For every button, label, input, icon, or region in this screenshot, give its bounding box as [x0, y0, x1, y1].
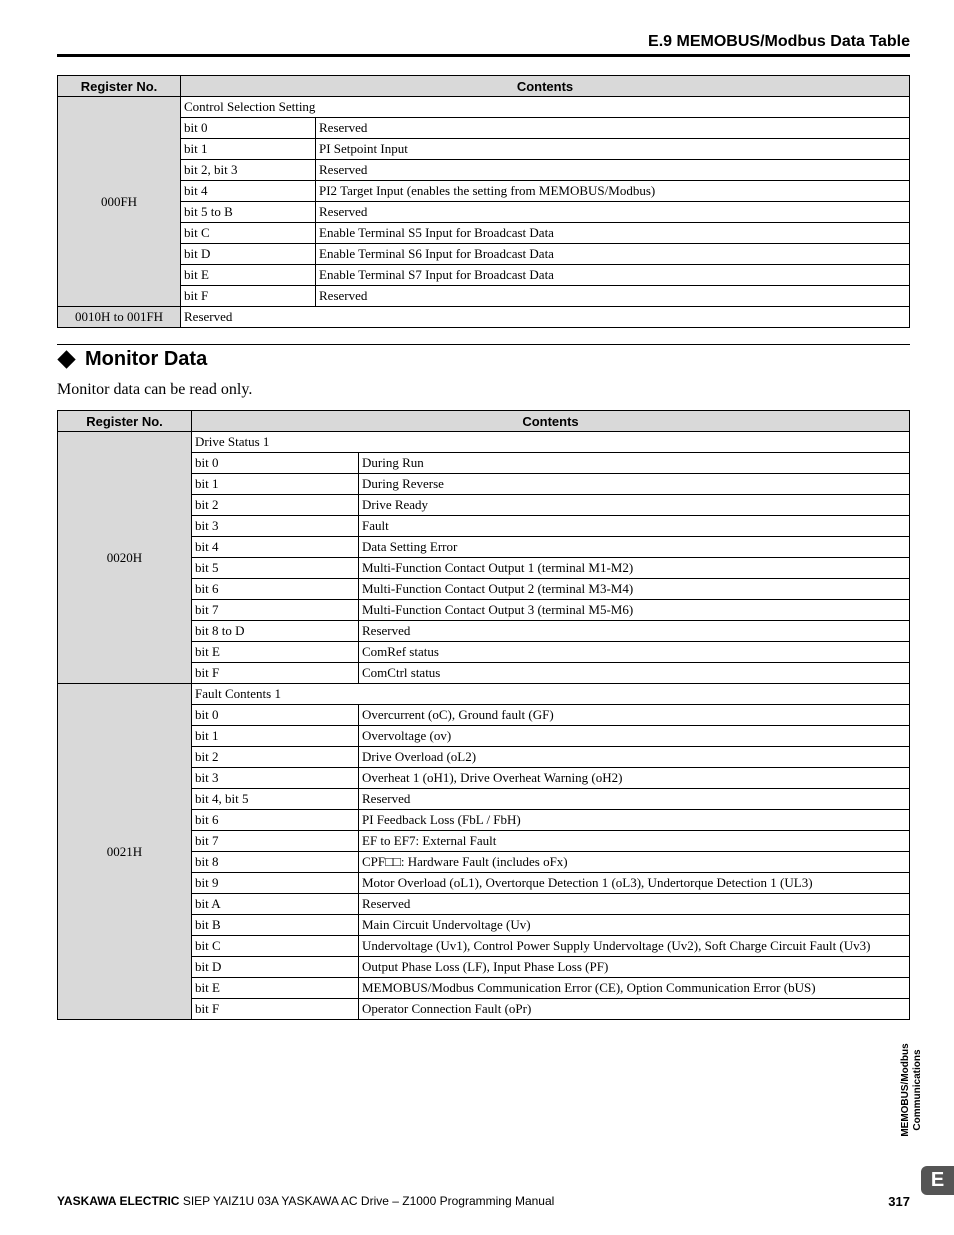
register-title-cell: Fault Contents 1 [192, 684, 910, 705]
bit-description-cell: PI Feedback Loss (FbL / FbH) [359, 810, 910, 831]
table-row [58, 97, 910, 118]
bit-description-cell: ComRef status [359, 642, 910, 663]
bit-cell: bit A [192, 894, 359, 915]
bit-cell: bit 4 [192, 537, 359, 558]
bit-description-cell: Reserved [359, 789, 910, 810]
bit-cell: bit 3 [192, 768, 359, 789]
bit-description-cell: During Run [359, 453, 910, 474]
bit-cell: bit 2, bit 3 [181, 160, 316, 181]
bit-description-cell: During Reverse [359, 474, 910, 495]
bit-cell: bit 3 [192, 516, 359, 537]
column-header-register: Register No. [58, 76, 181, 97]
bit-description-cell: Multi-Function Contact Output 2 (terminal M3-M4) [359, 579, 910, 600]
bit-cell: bit 8 [192, 852, 359, 873]
register-cell: 0021H [58, 684, 192, 1020]
bit-cell: bit C [192, 936, 359, 957]
table-row [58, 181, 910, 202]
bit-cell: bit F [192, 663, 359, 684]
bit-cell: bit 6 [192, 810, 359, 831]
diamond-bullet-icon [57, 350, 75, 368]
register-title-cell: Drive Status 1 [192, 432, 910, 453]
bit-description-cell: Reserved [316, 202, 910, 223]
bit-description-cell: Undervoltage (Uv1), Control Power Supply Undervoltage (Uv2), Soft Charge Circuit Fault (Uv3) [359, 936, 910, 957]
bit-cell: bit C [181, 223, 316, 244]
bit-description-cell: Enable Terminal S7 Input for Broadcast Data [316, 265, 910, 286]
bit-description-cell: PI Setpoint Input [316, 139, 910, 160]
bit-description-cell: Enable Terminal S6 Input for Broadcast Data [316, 244, 910, 265]
table-row [58, 265, 910, 286]
bit-cell: bit 2 [192, 495, 359, 516]
side-tab-line2: Communications [912, 1049, 923, 1131]
footer-document [57, 1194, 554, 1208]
bit-description-cell: Drive Ready [359, 495, 910, 516]
bit-cell: bit 9 [192, 873, 359, 894]
section-title: Monitor Data [85, 348, 208, 370]
table-row [58, 202, 910, 223]
footer-brand: YASKAWA ELECTRIC [57, 1194, 180, 1208]
bit-cell: bit 6 [192, 579, 359, 600]
bit-cell: bit 1 [192, 726, 359, 747]
bit-description-cell: Multi-Function Contact Output 1 (terminal M1-M2) [359, 558, 910, 579]
bit-description-cell: Motor Overload (oL1), Overtorque Detection 1 (oL3), Undertorque Detection 1 (UL3) [359, 873, 910, 894]
bit-cell: bit 7 [192, 831, 359, 852]
bit-cell: bit 0 [192, 705, 359, 726]
table-body [58, 432, 910, 1020]
section-rule [57, 344, 910, 345]
bit-cell: bit 2 [192, 747, 359, 768]
register-title-cell: Control Selection Setting [181, 97, 910, 118]
register-title-cell: Reserved [181, 307, 910, 328]
table-body [58, 97, 910, 328]
register-cell: 000FH [58, 97, 181, 307]
bit-description-cell: Output Phase Loss (LF), Input Phase Loss (PF) [359, 957, 910, 978]
bit-description-cell: EF to EF7: External Fault [359, 831, 910, 852]
table-row [58, 244, 910, 265]
bit-description-cell: ComCtrl status [359, 663, 910, 684]
page-number: 317 [888, 1194, 910, 1209]
table-row [58, 223, 910, 244]
side-tab-line1: MEMOBUS/Modbus [900, 1043, 911, 1137]
bit-cell: bit 5 to B [181, 202, 316, 223]
bit-description-cell: Reserved [359, 894, 910, 915]
section-heading [56, 348, 207, 371]
bit-cell: bit F [181, 286, 316, 307]
bit-description-cell: PI2 Target Input (enables the setting from MEMOBUS/Modbus) [316, 181, 910, 202]
bit-description-cell: Drive Overload (oL2) [359, 747, 910, 768]
bit-cell: bit E [192, 978, 359, 999]
bit-description-cell: Overcurrent (oC), Ground fault (GF) [359, 705, 910, 726]
table-row [58, 307, 910, 328]
bit-description-cell: Overvoltage (ov) [359, 726, 910, 747]
bit-description-cell: Enable Terminal S5 Input for Broadcast Data [316, 223, 910, 244]
bit-cell: bit 4, bit 5 [192, 789, 359, 810]
bit-description-cell: Reserved [316, 286, 910, 307]
table-row [58, 286, 910, 307]
table-row [58, 160, 910, 181]
bit-cell: bit 5 [192, 558, 359, 579]
table-row [58, 684, 910, 705]
bit-description-cell: Reserved [316, 118, 910, 139]
register-cell: 0020H [58, 432, 192, 684]
bit-description-cell: Overheat 1 (oH1), Drive Overheat Warning (oH2) [359, 768, 910, 789]
section-intro: Monitor data can be read only. [57, 381, 253, 398]
bit-description-cell: Data Setting Error [359, 537, 910, 558]
bit-cell: bit E [181, 265, 316, 286]
page-header-title: E.9 MEMOBUS/Modbus Data Table [648, 33, 910, 50]
bit-cell: bit F [192, 999, 359, 1020]
column-header-contents: Contents [181, 76, 910, 97]
bit-description-cell: Multi-Function Contact Output 3 (terminal M5-M6) [359, 600, 910, 621]
bit-cell: bit 0 [192, 453, 359, 474]
footer-doc-title: SIEP YAIZ1U 03A YASKAWA AC Drive – Z1000 Programming Manual [182, 1194, 555, 1208]
bit-cell: bit D [181, 244, 316, 265]
bit-description-cell: Reserved [316, 160, 910, 181]
side-tab-label [900, 1030, 924, 1150]
bit-cell: bit 0 [181, 118, 316, 139]
header-rule [57, 54, 910, 57]
control-selection-table [57, 75, 910, 328]
bit-description-cell: CPF□□: Hardware Fault (includes oFx) [359, 852, 910, 873]
bit-cell: bit 1 [181, 139, 316, 160]
bit-cell: bit B [192, 915, 359, 936]
column-header-register: Register No. [58, 411, 192, 432]
bit-description-cell: Operator Connection Fault (oPr) [359, 999, 910, 1020]
bit-description-cell: Fault [359, 516, 910, 537]
bit-cell: bit E [192, 642, 359, 663]
monitor-data-table [57, 410, 910, 1020]
bit-cell: bit 8 to D [192, 621, 359, 642]
bit-description-cell: Main Circuit Undervoltage (Uv) [359, 915, 910, 936]
bit-description-cell: Reserved [359, 621, 910, 642]
table-header-row [58, 76, 910, 97]
register-cell: 0010H to 001FH [58, 307, 181, 328]
table-header-row [58, 411, 910, 432]
column-header-contents: Contents [192, 411, 910, 432]
table-row [58, 118, 910, 139]
bit-cell: bit 1 [192, 474, 359, 495]
bit-description-cell: MEMOBUS/Modbus Communication Error (CE), Option Communication Error (bUS) [359, 978, 910, 999]
table-row [58, 139, 910, 160]
chapter-tab: E [921, 1166, 954, 1195]
bit-cell: bit 7 [192, 600, 359, 621]
bit-cell: bit 4 [181, 181, 316, 202]
table-row [58, 432, 910, 453]
bit-cell: bit D [192, 957, 359, 978]
